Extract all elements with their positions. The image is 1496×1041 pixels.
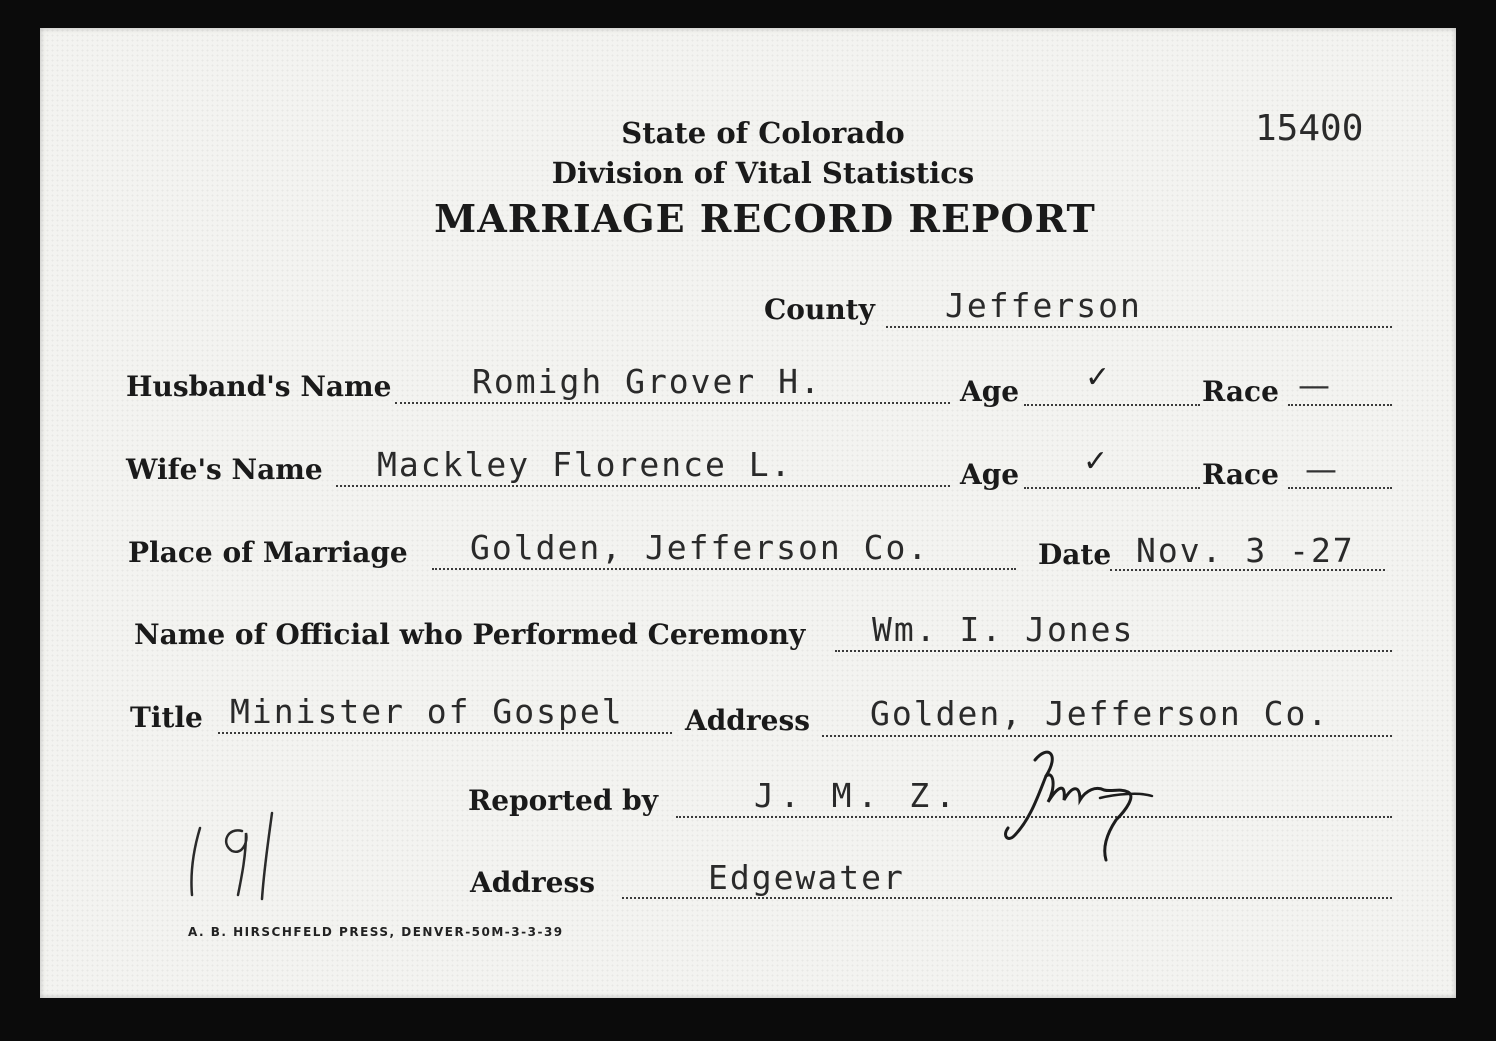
division-heading: Division of Vital Statistics <box>551 156 975 190</box>
margin-note <box>180 803 290 903</box>
wife-age-line <box>1024 487 1200 489</box>
official-title-line <box>218 732 672 734</box>
husband-age-check: ✓ <box>1085 360 1111 395</box>
husband-age-line <box>1024 404 1200 406</box>
official-address-label: Address <box>685 704 810 737</box>
place-of-marriage-label: Place of Marriage <box>128 536 408 569</box>
wife-age-check: ✓ <box>1083 444 1109 479</box>
marriage-record-card <box>40 28 1456 998</box>
county-line <box>886 326 1392 328</box>
husband-race-label: Race <box>1202 375 1279 408</box>
place-of-marriage-line <box>432 568 1016 570</box>
husband-race-line <box>1288 404 1392 406</box>
reporter-address-label: Address <box>470 866 595 899</box>
wife-name-line <box>336 485 950 487</box>
reported-by-label: Reported by <box>468 784 659 817</box>
husband-name-value: Romigh Grover H. <box>472 362 822 401</box>
wife-age-label: Age <box>960 458 1020 491</box>
official-title-value: Minister of Gospel <box>230 692 624 731</box>
husband-name-line <box>395 402 950 404</box>
reporter-address-line <box>622 897 1392 899</box>
official-name-line <box>835 650 1392 652</box>
form-title: MARRIAGE RECORD REPORT <box>434 196 1096 241</box>
state-heading: State of Colorado <box>621 116 905 150</box>
county-label: County <box>764 293 875 326</box>
official-address-line <box>822 735 1392 737</box>
printer-imprint: A. B. HIRSCHFELD PRESS, DENVER-50M-3-3-39 <box>188 925 564 939</box>
wife-name-value: Mackley Florence L. <box>377 445 793 484</box>
official-name-value: Wm. I. Jones <box>872 610 1135 649</box>
official-name-label: Name of Official who Performed Ceremony <box>134 618 806 651</box>
reporter-address-value: Edgewater <box>708 858 905 897</box>
husband-name-label: Husband's Name <box>126 370 392 403</box>
wife-race-dash: — <box>1305 450 1337 488</box>
date-label: Date <box>1038 538 1112 571</box>
husband-race-dash: — <box>1298 366 1330 404</box>
reporter-initials: J. M. Z. <box>754 776 961 815</box>
official-title-label: Title <box>130 701 203 734</box>
wife-race-line <box>1288 487 1392 489</box>
county-value: Jefferson <box>945 286 1142 325</box>
place-of-marriage-value: Golden, Jefferson Co. <box>470 528 930 567</box>
record-number: 15400 <box>1255 108 1364 149</box>
husband-age-label: Age <box>960 375 1020 408</box>
official-address-value: Golden, Jefferson Co. <box>870 694 1330 733</box>
date-value: Nov. 3 -27 <box>1136 531 1355 570</box>
wife-race-label: Race <box>1202 458 1279 491</box>
reporter-signature <box>1000 740 1170 870</box>
wife-name-label: Wife's Name <box>126 453 323 486</box>
